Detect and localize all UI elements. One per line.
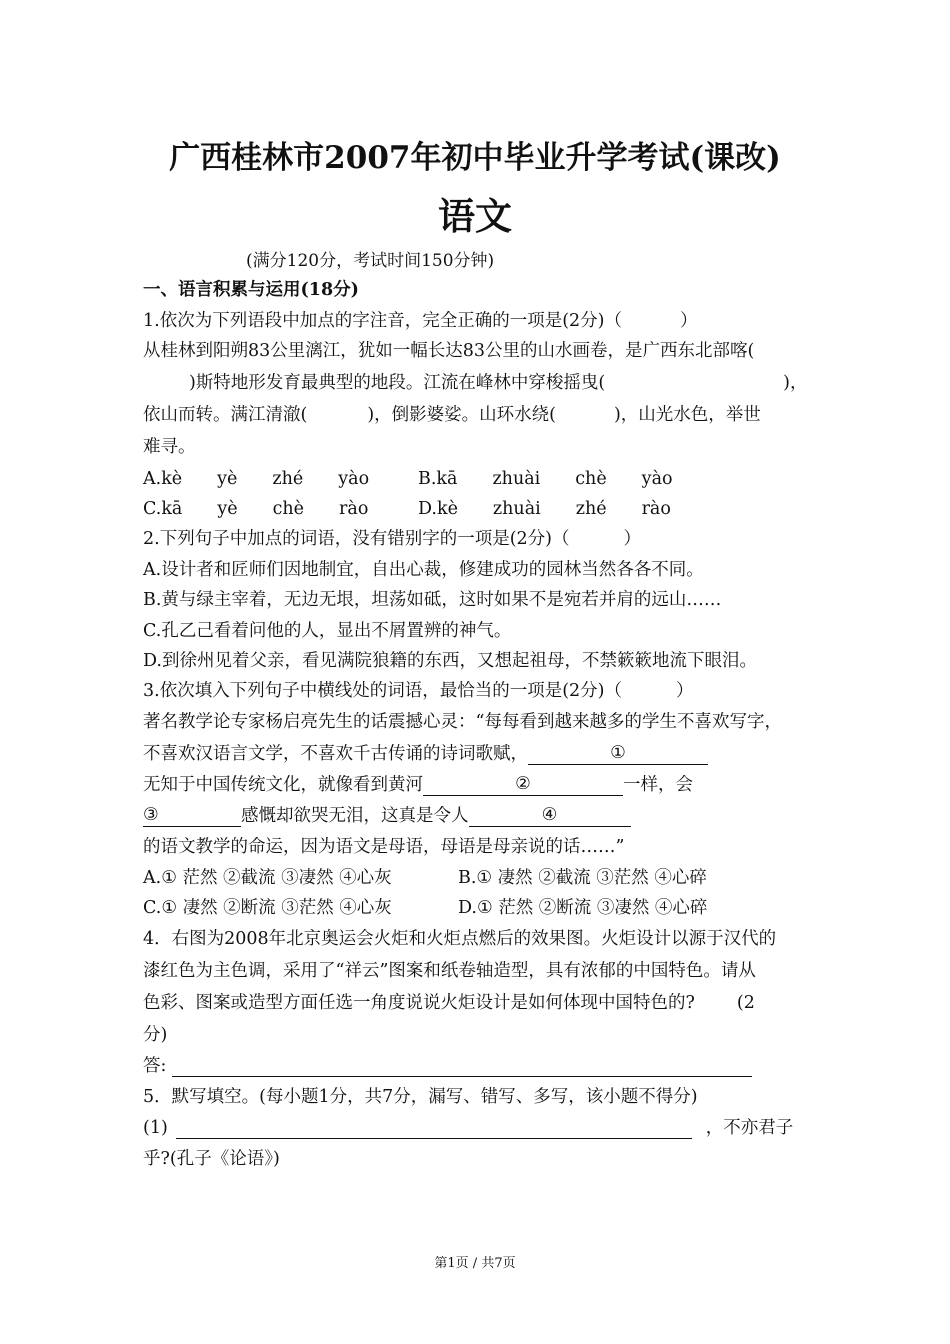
passage-line — [143, 771, 693, 796]
passage-line — [143, 401, 761, 426]
passage-text: 感慨却欲哭无泪，这真是令人 — [241, 806, 469, 826]
passage-text: )， — [783, 373, 808, 393]
dictation-text: ，不亦君子 — [705, 1118, 794, 1138]
question-2-stem — [143, 525, 641, 550]
fill-blank-1[interactable] — [528, 743, 708, 765]
passage-line: 从桂林到阳朔83公里漓江，犹如一幅长达83公里的山水画卷，是广西东北部喀( — [143, 341, 755, 361]
blank-number: ③ — [143, 805, 159, 825]
passage-line: 难寻。 — [143, 437, 196, 457]
item-number: (1) — [143, 1118, 168, 1138]
passage-text: )，倒影婆娑。山环水绕( — [367, 405, 556, 425]
answer-blank[interactable] — [172, 1058, 752, 1077]
question-2-text: 2.下列句子中加点的词语，没有错别字的一项是(2分)（ — [143, 529, 570, 549]
option-c: C.kā yè chè rào — [143, 499, 369, 519]
answer-bracket-close: ） — [675, 681, 694, 701]
passage-text: )，山光水色，举世 — [613, 405, 761, 425]
blank-number: ① — [610, 743, 626, 763]
dictation-blank-1[interactable] — [176, 1120, 692, 1139]
fill-blank-2[interactable] — [423, 774, 623, 796]
option-b: B.① 凄然 ②截流 ③茫然 ④心碎 — [458, 868, 707, 888]
question-1-text: 1.依次为下列语段中加点的字注音，完全正确的一项是(2分)（ — [143, 311, 622, 331]
passage-line — [143, 802, 631, 827]
answer-bracket-close: ） — [679, 311, 698, 331]
passage-text: 一样，会 — [623, 775, 693, 795]
option-a: A.设计者和匠师们因地制宜，自出心裁，修建成功的园林当然各各不同。 — [143, 560, 704, 580]
answer-bracket-close: ） — [623, 529, 641, 549]
question-3-stem — [143, 677, 693, 702]
question-4-text: 色彩、图案或造型方面任选一角度说说火炬设计是如何体现中国特色的? — [143, 993, 695, 1013]
answer-line — [143, 1052, 752, 1077]
exam-info: (满分120分，考试时间150分钟) — [246, 251, 495, 271]
question-4-line: 4．右图为2008年北京奥运会火炬和火炬点燃后的效果图。火炬设计以源于汉代的 — [143, 929, 777, 949]
option-d: D.kè zhuài zhé rào — [418, 499, 671, 519]
question-4-score: (2 — [736, 993, 755, 1013]
question-4-line — [143, 989, 755, 1014]
option-d: D.到徐州见着父亲，看见满院狼籍的东西，又想起祖母，不禁簌簌地流下眼泪。 — [143, 651, 757, 671]
blank-number: ④ — [541, 805, 558, 825]
subject-title: 语文 — [438, 194, 512, 238]
passage-line — [143, 740, 708, 765]
exam-title: 广西桂林市2007年初中毕业升学考试(课改) — [169, 140, 781, 176]
fill-blank-3[interactable] — [143, 805, 241, 827]
dictation-item-1 — [143, 1114, 793, 1139]
option-c: C.① 凄然 ②断流 ③茫然 ④心灰 — [143, 898, 392, 918]
passage-text: )斯特地形发育最典型的地段。江流在峰林中穿梭摇曳( — [189, 373, 606, 393]
blank-number: ② — [515, 774, 531, 794]
page-footer: 第1页 / 共7页 — [434, 1256, 516, 1271]
fill-blank-4[interactable] — [469, 805, 631, 827]
option-d: D.① 茫然 ②断流 ③凄然 ④心碎 — [458, 898, 708, 918]
passage-line — [143, 369, 807, 394]
dictation-source: 乎?(孔子《论语》) — [143, 1149, 280, 1169]
passage-line: 著名教学论专家杨启亮先生的话震撼心灵：“每每看到越来越多的学生不喜欢写字， — [143, 712, 782, 732]
passage-text: 无知于中国传统文化，就像看到黄河 — [143, 775, 423, 795]
passage-text: 不喜欢汉语言文学，不喜欢千古传诵的诗词歌赋， — [143, 744, 528, 764]
question-4-line: 分) — [143, 1025, 168, 1045]
option-a: A.kè yè zhé yào — [143, 469, 370, 489]
passage-text: 依山而转。满江清澈( — [143, 405, 308, 425]
answer-label: 答: — [143, 1056, 167, 1076]
question-4-line: 漆红色为主色调，采用了“祥云”图案和纸卷轴造型，具有浓郁的中国特色。请从 — [143, 961, 756, 981]
option-a: A.① 茫然 ②截流 ③凄然 ④心灰 — [143, 868, 392, 888]
option-b: B.黄与绿主宰着，无边无垠，坦荡如砥，这时如果不是宛若并肩的远山…… — [143, 590, 722, 610]
question-1-stem — [143, 307, 697, 332]
passage-line: 的语文教学的命运，因为语文是母语，母语是母亲说的话……” — [143, 837, 625, 857]
question-5-stem: 5．默写填空。(每小题1分，共7分，漏写、错写、多写，该小题不得分) — [143, 1087, 698, 1107]
question-3-text: 3.依次填入下列句子中横线处的词语，最恰当的一项是(2分)（ — [143, 681, 622, 701]
option-b: B.kā zhuài chè yào — [418, 469, 673, 489]
option-c: C.孔乙己看着问他的人，显出不屑置辨的神气。 — [143, 621, 512, 641]
section-heading: 一、语言积累与运用(18分) — [143, 280, 359, 300]
